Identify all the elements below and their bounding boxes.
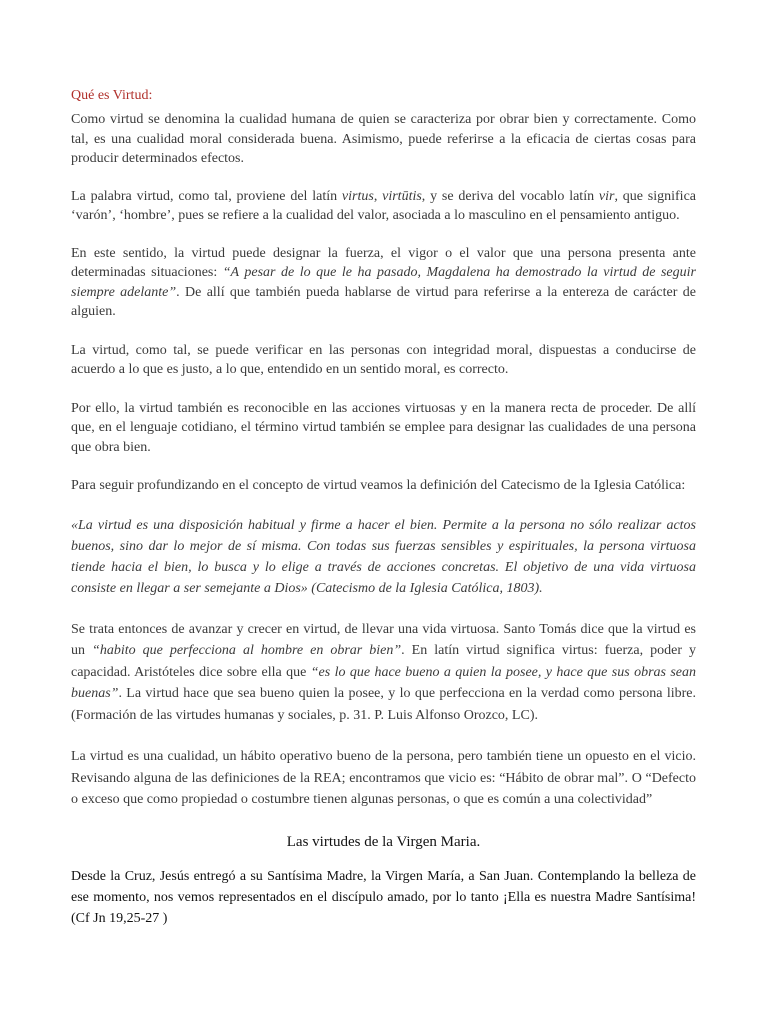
section-title-virgin-mary: Las virtudes de la Virgen Maria. [286, 833, 481, 850]
paragraph-definition: Como virtud se denomina la cualidad humana de quien se caracteriza por obrar bien y correctamente. Como tal, es una cualidad moral considerada buena. Asimismo, puede referirse a la eficacia de ciertas cosas para producir determinados efectos. [71, 112, 696, 166]
catechism-quote: «La virtud es una disposición habitual y firme a hacer el bien. Permite a la persona no sólo realizar actos buenos, sino dar lo mejor de sí misma. Con todas sus fuerzas sensibles y espirituales, la persona virtuosa tiende hacia el bien, lo busca y lo elige a través de acciones concretas. El objetivo de una vida virtuosa consiste en llegar a ser semejante a Dios» (Catecismo de la Iglesia Católica, 1803). [71, 517, 696, 596]
paragraph-etymology: La palabra virtud, como tal, proviene del latín virtus, virtūtis, y se deriva del vocablo latín vir, que significa ‘varón’, ‘hombre’, pues se refiere a la cualidad del valor, asociada a lo masculino en el pensamiento antiguo. [71, 188, 697, 223]
paragraph-aquinas-aristotle: Se trata entonces de avanzar y crecer en virtud, de llevar una vida virtuosa. Santo Tomás dice que la virtud es un “habito que perfecciona al hombre en obrar bien”. En latín virtud significa virtus: fuerza, poder y capacidad. Aristóteles dice sobre ella que “es lo que hace bueno a quien la posee, y hace que sus obras sean buenas”. La virtud hace que sea bueno quien la posee, y lo que perfecciona en la verdad como persona libre. (Formación de las virtudes humanas y sociales, p. 31. P. Luis Alfonso Orozco, LC). [71, 621, 697, 723]
paragraph-strength: En este sentido, la virtud puede designar la fuerza, el vigor o el valor que una persona presenta ante determinadas situaciones: “A pesar de lo que le ha pasado, Magdalena ha demostrado la virtud de seguir siempre adelante”. De allí que también pueda hablarse de virtud para referirse a la entereza de carácter de alguien. [71, 245, 696, 319]
paragraph-moral-integrity: La virtud, como tal, se puede verificar en las personas con integridad moral, dispuestas a conducirse de acuerdo a lo que es justo, a lo que, entendido en un sentido moral, es correcto. [71, 342, 696, 377]
paragraph-virtuous-actions: Por ello, la virtud también es reconocible en las acciones virtuosas y en la manera recta de proceder. De allí que, en el lenguaje cotidiano, el término virtud también se emplee para designar las cualidades de una persona que obra bien. [71, 400, 696, 455]
paragraph-vice: La virtud es una cualidad, un hábito operativo bueno de la persona, pero también tiene un opuesto en el vicio. Revisando alguna de las definiciones de la REA; encontramos que vicio es: “Hábito de obrar mal”. O “Defecto o exceso que como propiedad o costumbre tienen algunas personas, o que es común a una colectividad” [71, 749, 696, 807]
section-heading: Qué es Virtud: [71, 88, 153, 103]
paragraph-catechism-intro: Para seguir profundizando en el concepto de virtud veamos la definición del Catecismo de la Iglesia Católica: [71, 478, 686, 493]
paragraph-cross: Desde la Cruz, Jesús entregó a su Santísima Madre, la Virgen María, a San Juan. Contemplando la belleza de ese momento, nos vemos representados en el discípulo amado, por lo tanto ¡Ella es nuestra Madre Santísima! (Cf Jn 19,25-27 ) [71, 868, 696, 926]
